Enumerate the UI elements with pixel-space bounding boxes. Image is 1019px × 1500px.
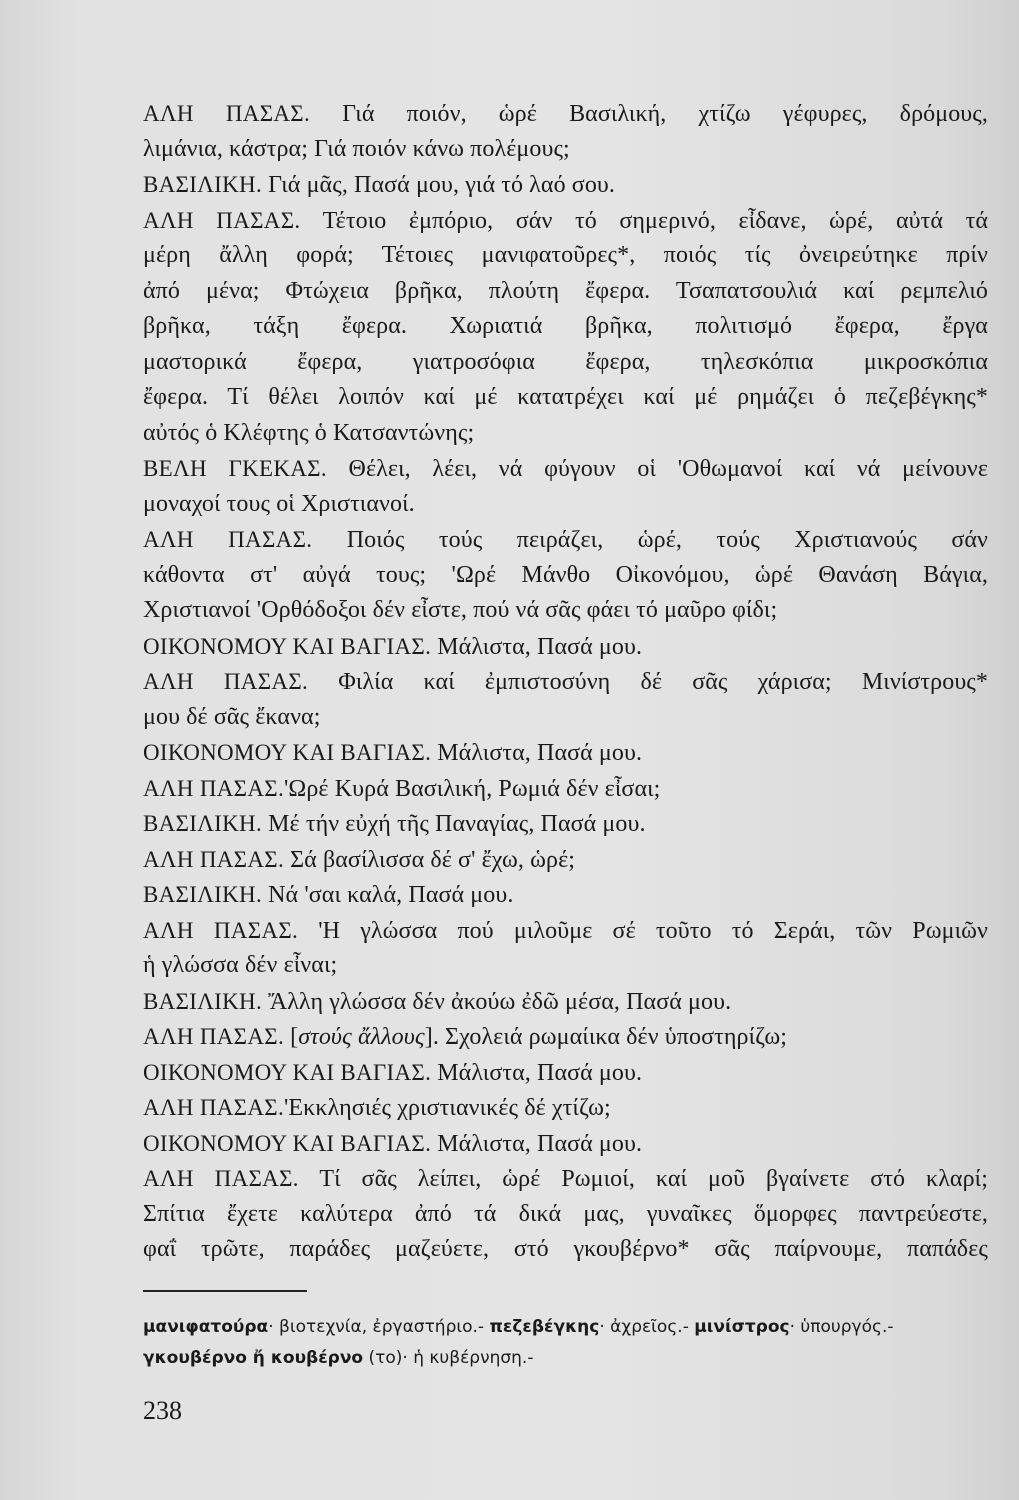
text-line — [143, 558, 988, 594]
text-line — [143, 487, 988, 523]
footnote-term: μανιφατούρα — [143, 1317, 269, 1337]
footnote-definition: · ὑπουργός.- — [789, 1317, 894, 1337]
line-text: Μέ τήν εὐχή τῆς Παναγίας, Πασά μου. — [262, 811, 646, 837]
text-line — [143, 345, 988, 381]
text-line — [143, 735, 988, 771]
text-line — [143, 132, 988, 168]
speaker-name: ΑΛΗ ΠΑΣΑΣ. — [143, 1095, 284, 1120]
text-line — [143, 96, 988, 132]
footnote-line — [143, 1312, 993, 1343]
speaker-name: ΒΑΣΙΛΙΚΗ. — [143, 172, 263, 197]
speaker-name: ΑΛΗ ΠΑΣΑΣ. — [143, 846, 284, 872]
speaker-name: ΒΑΣΙΛΙΚΗ. — [143, 988, 263, 1014]
text-line — [143, 274, 988, 310]
speaker-name: ΒΑΣΙΛΙΚΗ. — [143, 811, 263, 836]
text-line — [143, 1232, 988, 1268]
line-text: λιμάνια, κάστρα; Γιά ποιόν κάνω πολέμους; — [143, 135, 570, 162]
text-line — [143, 1161, 988, 1197]
text-line — [143, 203, 988, 239]
text-line — [143, 593, 988, 629]
line-text: Θέλει, λέει, νά φύγουν οἱ 'Οθωμανοί καί νά μείνουνε — [326, 456, 988, 482]
text-line — [143, 700, 988, 736]
text-line — [143, 877, 988, 913]
text-line — [143, 913, 988, 949]
line-text: μου δέ σᾶς ἔκανα; — [143, 703, 321, 730]
line-text: μαστορικά ἔφερα, γιατροσόφια ἔφερα, τηλεσκόπια μικροσκόπια — [143, 348, 988, 375]
speaker-name: ΒΕΛΗ ΓΚΕΚΑΣ. — [143, 456, 327, 481]
speaker-name: ΒΑΣΙΛΙΚΗ. — [143, 882, 263, 907]
line-text: κάθοντα στ' αὐγά τους; 'Ωρέ Μάνθο Οἰκονόμου, ὡρέ Θανάση Βάγια, — [143, 561, 988, 588]
speaker-name: ΟΙΚΟΝΟΜΟΥ ΚΑΙ ΒΑΓΙΑΣ. — [143, 740, 432, 765]
line-text: Μάλιστα, Πασά μου. — [431, 740, 643, 766]
line-text: μέρη ἄλλη φορά; Τέτοιες μανιφατοῦρες*, ποιός τίς ὀνειρεύτηκε πρίν — [143, 242, 988, 268]
footnote-line — [143, 1343, 993, 1374]
text-line — [143, 416, 988, 452]
text-line — [143, 664, 988, 700]
page-number: 238 — [143, 1396, 182, 1425]
speaker-name: ΑΛΗ ΠΑΣΑΣ. — [143, 775, 284, 801]
speaker-name: ΑΛΗ ΠΑΣΑΣ. — [143, 527, 313, 552]
text-line — [143, 522, 988, 558]
footnote-definition: · ἀχρεῖος.- — [599, 1317, 695, 1337]
footnote-definition: · βιοτεχνία, ἐργαστήριο.- — [268, 1317, 490, 1337]
speaker-name: ΟΙΚΟΝΟΜΟΥ ΚΑΙ ΒΑΓΙΑΣ. — [143, 1059, 432, 1085]
footnote-term: μινίστρος — [694, 1317, 790, 1337]
line-text: Μάλιστα, Πασά μου. — [431, 1059, 643, 1086]
line-text: Ἄλλη γλώσσα δέν ἀκούω ἐδῶ μέσα, Πασά μου. — [262, 988, 732, 1015]
line-text: Μάλιστα, Πασά μου. — [431, 633, 643, 660]
speaker-name: ΟΙΚΟΝΟΜΟΥ ΚΑΙ ΒΑΓΙΑΣ. — [143, 1130, 432, 1156]
line-text: Ποιός τούς πειράζει, ὡρέ, τούς Χριστιανούς σάν — [312, 527, 988, 553]
line-text: αὐτός ὁ Κλέφτης ὁ Κατσαντώνης; — [143, 419, 475, 446]
text-line — [143, 1090, 988, 1126]
footnote-definition: (το)· ἡ κυβέρνηση.- — [363, 1348, 534, 1368]
text-line — [143, 771, 988, 807]
line-text: Σά βασίλισσα δέ σ' ἔχω, ὡρέ; — [284, 846, 576, 873]
line-text: ἔφερα. Τί θέλει λοιπόν καί μέ κατατρέχει καί μέ ρημάζει ὁ πεζεβέγκης* — [143, 384, 988, 410]
footnote-term: πεζεβέγκης — [489, 1317, 600, 1337]
text-line — [143, 167, 988, 203]
line-text: Χριστιανοί 'Ορθόδοξοι δέν εἶστε, πού νά σᾶς φάει τό μαῦρο φίδι; — [143, 597, 778, 623]
text-line — [143, 842, 988, 878]
speaker-name: ΑΛΗ ΠΑΣΑΣ. — [143, 1024, 284, 1049]
text-line — [143, 380, 988, 416]
footnotes — [143, 1312, 993, 1374]
text-line — [143, 1197, 988, 1233]
speaker-name: ΑΛΗ ΠΑΣΑΣ. — [143, 101, 311, 126]
line-text: ἀπό μένα; Φτώχεια βρῆκα, πλούτη ἔφερα. Τσαπατσουλιά καί ρεμπελιό — [143, 277, 988, 304]
line-text: Φιλία καί ἐμπιστοσύνη δέ σᾶς χάρισα; Μινίστρους* — [308, 669, 989, 695]
line-text: 'Η γλώσσα πού μιλοῦμε σέ τοῦτο τό Σεράι, τῶν Ρωμιῶν — [298, 917, 989, 944]
line-text: Τί σᾶς λείπει, ὡρέ Ρωμιοί, καί μοῦ βγαίνετε στό κλαρί; — [298, 1166, 989, 1192]
speaker-name: ΑΛΗ ΠΑΣΑΣ. — [143, 1166, 299, 1191]
speaker-name: ΑΛΗ ΠΑΣΑΣ. — [143, 669, 309, 694]
line-text: 'Εκκλησιές χριστιανικές δέ χτίζω; — [284, 1095, 611, 1121]
line-text: Γιά ποιόν, ὡρέ Βασιλική, χτίζω γέφυρες, δρόμους, — [310, 101, 988, 127]
footnote-separator — [143, 1290, 307, 1292]
line-text: Μάλιστα, Πασά μου. — [431, 1130, 643, 1157]
text-line — [143, 309, 988, 345]
speaker-name: ΑΛΗ ΠΑΣΑΣ. — [143, 917, 299, 943]
text-line — [143, 1055, 988, 1091]
text-line — [143, 238, 988, 274]
line-text: μοναχοί τους οἱ Χριστιανοί. — [143, 490, 415, 517]
line-text: Νά 'σαι καλά, Πασά μου. — [262, 882, 514, 908]
text-line — [143, 984, 988, 1020]
text-line — [143, 948, 988, 984]
line-text: 'Ωρέ Κυρά Βασιλική, Ρωμιά δέν εἶσαι; — [284, 775, 661, 802]
text-line — [143, 451, 988, 487]
line-text: Τέτοιο ἐμπόριο, σάν τό σημερινό, εἶδανε, ὡρέ, αὐτά τά — [300, 207, 988, 234]
line-text: Σπίτια ἔχετε καλύτερα ἀπό τά δικά μας, γυναῖκες ὅμορφες παντρεύεστε, — [143, 1200, 988, 1227]
text-line — [143, 629, 988, 665]
speaker-name: ΑΛΗ ΠΑΣΑΣ. — [143, 207, 301, 233]
speaker-name: ΟΙΚΟΝΟΜΟΥ ΚΑΙ ΒΑΓΙΑΣ. — [143, 633, 432, 659]
line-text: βρῆκα, τάξη ἔφερα. Χωριατιά βρῆκα, πολιτισμό ἔφερα, ἔργα — [143, 313, 988, 339]
line-text: [στούς ἄλλους]. Σχολειά ρωμαίικα δέν ὑποστηρίζω; — [284, 1024, 787, 1050]
text-line — [143, 1019, 988, 1055]
footnote-term: γκουβέρνο ἤ κουβέρνο — [143, 1348, 364, 1368]
line-text: Γιά μᾶς, Πασά μου, γιά τό λαό σου. — [262, 172, 616, 198]
line-text: ἡ γλώσσα δέν εἶναι; — [143, 952, 338, 978]
play-text — [143, 96, 988, 1268]
text-line — [143, 1126, 988, 1162]
line-text: φαΐ τρῶτε, παράδες μαζεύετε, στό γκουβέρνο* σᾶς παίρνουμε, παπάδες — [143, 1236, 988, 1262]
text-line — [143, 806, 988, 842]
